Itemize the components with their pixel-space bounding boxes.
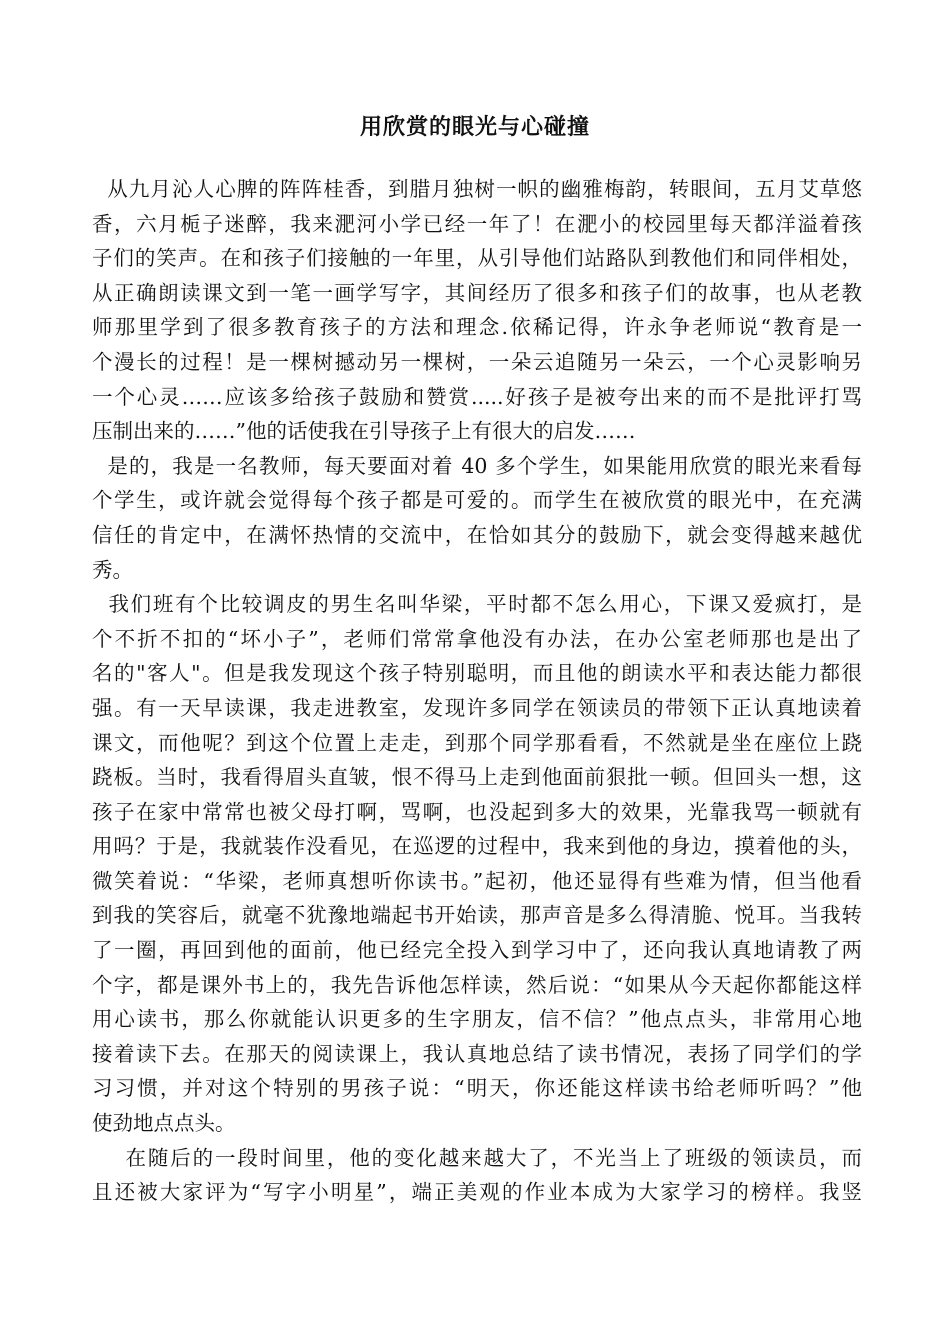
text-line: 子们的笑声。在和孩子们接触的一年里，从引导他们站路队到教他们和同伴相处， (92, 246, 862, 271)
text-line: 到我的笑容后，就毫不犹豫地端起书开始读，那声音是多么得清脆、悦耳。当我转 (92, 903, 862, 928)
text-line: 是的，我是一名教师，每天要面对着 40 多个学生，如果能用欣赏的眼光来看每 (92, 453, 862, 478)
text-line: 微笑着说：“华梁，老师真想听你读书。”起初，他还显得有些难为情，但当他看 (92, 868, 862, 893)
document-body (92, 172, 862, 1210)
text-line: 个不折不扣的“坏小子”，老师们常常拿他没有办法，在办公室老师那也是出了 (92, 626, 862, 651)
text-line: 名的"客人"。但是我发现这个孩子特别聪明，而且他的朗读水平和表达能力都很 (92, 661, 862, 686)
text-line: 我们班有个比较调皮的男生名叫华梁，平时都不怎么用心，下课又爱疯打，是 (92, 592, 862, 617)
text-line: 孩子在家中常常也被父母打啊，骂啊，也没起到多大的效果，光靠我骂一顿就有 (92, 799, 862, 824)
text-line: 了一圈，再回到他的面前，他已经完全投入到学习中了，还向我认真地请教了两 (92, 938, 862, 963)
text-line: 用吗？于是，我就装作没看见，在巡逻的过程中，我来到他的身边，摸着他的头， (92, 834, 862, 859)
text-line: 秀。 (92, 557, 133, 582)
text-line: 使劲地点点头。 (92, 1111, 236, 1136)
text-line: 在随后的一段时间里，他的变化越来越大了，不光当上了班级的领读员，而 (92, 1145, 862, 1170)
text-line: 习习惯，并对这个特别的男孩子说：“明天，你还能这样读书给老师听吗？”他 (92, 1076, 862, 1101)
text-line: 香，六月栀子迷醉，我来淝河小学已经一年了！在淝小的校园里每天都洋溢着孩 (92, 211, 862, 236)
text-line: 用心读书，那么你就能认识更多的生字朋友，信不信？”他点点头，非常用心地 (92, 1007, 862, 1032)
text-line: 师那里学到了很多教育孩子的方法和理念.依稀记得，许永争老师说“教育是一 (92, 315, 862, 340)
text-line: 强。有一天早读课，我走进教室，发现许多同学在领读员的带领下正认真地读着 (92, 695, 862, 720)
text-line: 从正确朗读课文到一笔一画学写字，其间经历了很多和孩子们的故事，也从老教 (92, 280, 862, 305)
text-line: 一个心灵……应该多给孩子鼓励和赞赏.....好孩子是被夸出来的而不是批评打骂 (92, 384, 862, 409)
text-line: 信任的肯定中，在满怀热情的交流中，在恰如其分的鼓励下，就会变得越来越优 (92, 522, 862, 547)
text-line: 从九月沁人心脾的阵阵桂香，到腊月独树一帜的幽雅梅韵，转眼间，五月艾草悠 (92, 177, 862, 201)
text-line: 压制出来的……”他的话使我在引导孩子上有很大的启发…… (92, 419, 636, 444)
text-line: 且还被大家评为“写字小明星”，端正美观的作业本成为大家学习的榜样。我竖 (92, 1180, 862, 1205)
text-line: 跷板。当时，我看得眉头直皱，恨不得马上走到他面前狠批一顿。但回头一想，这 (92, 765, 862, 790)
text-line: 课文，而他呢？到这个位置上走走，到那个同学那看看，不然就是坐在座位上跷 (92, 730, 862, 755)
text-line: 个漫长的过程！是一棵树撼动另一棵树，一朵云追随另一朵云，一个心灵影响另 (92, 349, 862, 374)
text-line: 个学生，或许就会觉得每个孩子都是可爱的。而学生在被欣赏的眼光中，在充满 (92, 488, 862, 513)
text-line: 个字，都是课外书上的，我先告诉他怎样读，然后说：“如果从今天起你都能这样 (92, 972, 862, 997)
document-title: 用欣赏的眼光与心碰撞 (359, 114, 590, 140)
text-line: 接着读下去。在那天的阅读课上，我认真地总结了读书情况，表扬了同学们的学 (92, 1041, 862, 1066)
